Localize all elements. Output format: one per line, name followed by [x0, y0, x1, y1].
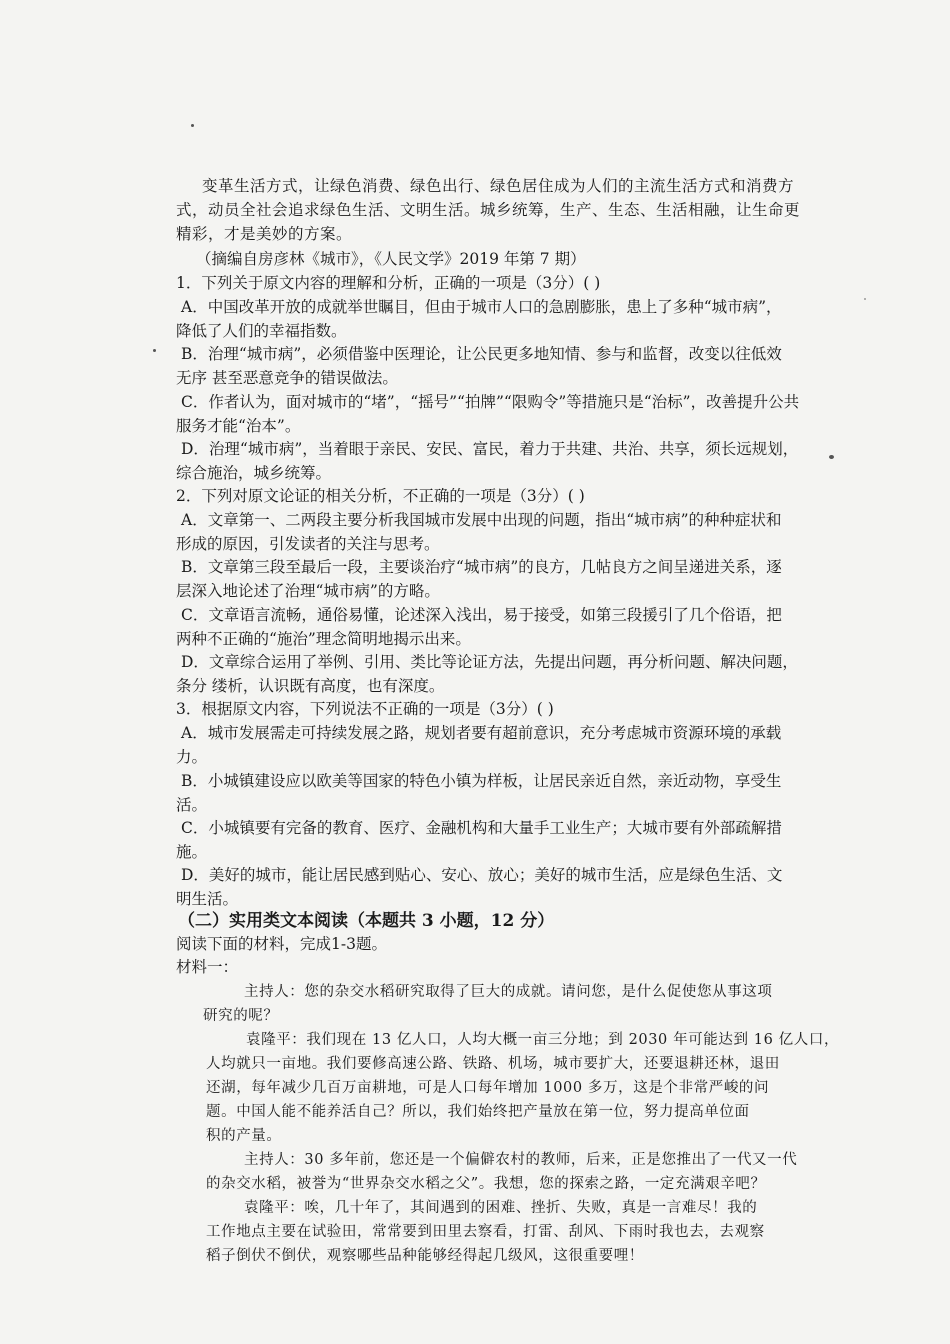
question-2-option-c[interactable]: C．文章语言流畅，通俗易懂，论述深入浅出，易于接受，如第三段援引了几个俗语，把: [181, 606, 782, 624]
interview-line-12: 稻子倒伏不倒伏，观察哪些品种能够经得起几级风，这很重要哩！: [206, 1248, 644, 1264]
interview-line-3: 袁隆平：我们现在 13 亿人口，人均大概一亩三分地；到 2030 年可能达到 16 亿人口，: [246, 1032, 840, 1048]
section2-instruction: 阅读下面的材料，完成1-3题。: [176, 935, 387, 953]
question-2-option-d[interactable]: D．文章综合运用了举例、引用、类比等论证方法，先提出问题，再分析问题、解决问题，: [181, 653, 798, 671]
source-citation: （摘编自房彦林《城市》，《人民文学》2019 年第 7 期）: [196, 250, 586, 268]
question-3-option-c-cont: 施。: [176, 843, 208, 861]
question-1-stem: 1．下列关于原文内容的理解和分析，正确的一项是（3分）( ): [176, 274, 601, 292]
scan-speck: [191, 124, 194, 127]
question-3-stem: 3．根据原文内容，下列说法不正确的一项是（3分）( ): [176, 700, 554, 718]
question-1-option-b-cont: 无序 甚至恶意竞争的错误做法。: [176, 369, 398, 387]
question-3-option-b-cont: 活。: [176, 796, 208, 814]
interview-line-1: 主持人：您的杂交水稻研究取得了巨大的成就。请问您，是什么促使您从事这项: [244, 984, 773, 1000]
question-1-option-a[interactable]: A．中国改革开放的成就举世瞩目，但由于城市人口的急剧膨胀，患上了多种“城市病”，: [181, 298, 782, 316]
question-3-option-c[interactable]: C．小城镇要有完备的教育、医疗、金融机构和大量手工业生产；大城市要有外部疏解措: [181, 819, 782, 837]
question-1-option-c[interactable]: C．作者认为，面对城市的“堵”，“摇号”“拍牌”“限购令”等措施只是“治标”，改善提升公共: [181, 393, 800, 411]
question-1-option-a-cont: 降低了人们的幸福指数。: [176, 322, 347, 340]
question-2-option-d-cont: 条分 缕析，认识既有高度，也有深度。: [176, 677, 445, 695]
interview-line-8: 主持人：30 多年前，您还是一个偏僻农村的教师，后来，正是您推出了一代又一代: [244, 1152, 798, 1168]
material-label: 材料一：: [176, 958, 239, 976]
scan-speck: [829, 455, 834, 459]
section2-heading: （二）实用类文本阅读（本题共 3 小题，12 分）: [178, 911, 555, 931]
interview-line-2: 研究的呢？: [203, 1008, 279, 1024]
interview-line-6: 题。中国人能不能养活自己？所以，我们始终把产量放在第一位，努力提高单位面: [206, 1104, 750, 1120]
intro-line-1: 变革生活方式，让绿色消费、绿色出行、绿色居住成为人们的主流生活方式和消费方: [202, 177, 795, 195]
question-1-option-d[interactable]: D．治理“城市病”，当着眼于亲民、安民、富民，着力于共建、共治、共享，须长远规划，: [181, 440, 799, 458]
interview-line-9: 的杂交水稻，被誉为“世界杂交水稻之父”。我想，您的探索之路，一定充满艰辛吧？: [206, 1176, 766, 1192]
interview-line-5: 还湖，每年减少几百万亩耕地，可是人口每年增加 1000 多万，这是个非常严峻的问: [206, 1080, 770, 1096]
question-1-option-d-cont: 综合施治，城乡统筹。: [176, 464, 332, 482]
question-2-option-b-cont: 层深入地论述了治理“城市病”的方略。: [176, 582, 440, 600]
question-2-stem: 2．下列对原文论证的相关分析，不正确的一项是（3分）( ): [176, 487, 585, 505]
scan-speck: [153, 349, 156, 352]
interview-line-4: 人均就只一亩地。我们要修高速公路、铁路、机场，城市要扩大，还要退耕还林，退田: [206, 1056, 780, 1072]
scan-speck: [864, 298, 866, 300]
interview-line-11: 工作地点主要在试验田，常常要到田里去察看，打雷、刮风、下雨时我也去，去观察: [206, 1224, 765, 1240]
interview-line-7: 积的产量。: [206, 1128, 282, 1144]
interview-line-10: 袁隆平：唉，几十年了，其间遇到的困难、挫折、失败，真是一言难尽！我的: [244, 1200, 758, 1216]
question-2-option-c-cont: 两种不正确的“施治”理念简明地揭示出来。: [176, 630, 471, 648]
question-3-option-b[interactable]: B．小城镇建设应以欧美等国家的特色小镇为样板，让居民亲近自然，亲近动物，享受生: [181, 772, 782, 790]
intro-line-3: 精彩，才是美妙的方案。: [176, 225, 353, 243]
question-3-option-d-cont: 明生活。: [176, 890, 239, 908]
question-1-option-b[interactable]: B．治理“城市病”，必须借鉴中医理论，让公民更多地知情、参与和监督，改变以往低效: [181, 345, 782, 363]
question-3-option-a[interactable]: A．城市发展需走可持续发展之路，规划者要有超前意识，充分考虑城市资源环境的承载: [181, 724, 782, 742]
question-3-option-a-cont: 力。: [176, 748, 208, 766]
question-2-option-a-cont: 形成的原因，引发读者的关注与思考。: [176, 535, 440, 553]
question-3-option-d[interactable]: D．美好的城市，能让居民感到贴心、安心、放心；美好的城市生活，应是绿色生活、文: [181, 866, 783, 884]
question-1-option-c-cont: 服务才能“治本”。: [176, 417, 301, 435]
intro-line-2: 式，动员全社会追求绿色生活、文明生活。城乡统筹，生产、生态、生活相融，让生命更: [176, 201, 801, 219]
question-2-option-b[interactable]: B．文章第三段至最后一段，主要谈治疗“城市病”的良方，几帖良方之间呈递进关系，逐: [181, 558, 782, 576]
question-2-option-a[interactable]: A．文章第一、二两段主要分析我国城市发展中出现的问题，指出“城市病”的种种症状和: [181, 511, 782, 529]
